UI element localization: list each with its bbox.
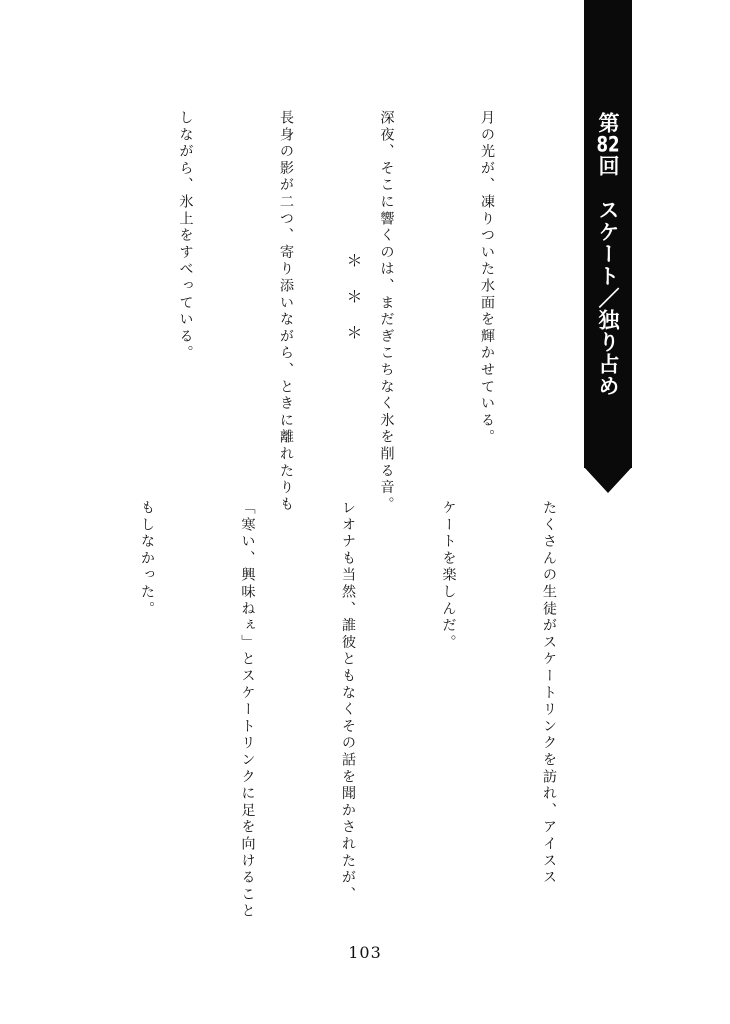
chapter-banner-arrow bbox=[584, 467, 632, 493]
chapter-title-text: 回 スケート／独り占め bbox=[596, 155, 620, 397]
lower-text-column bbox=[0, 500, 632, 960]
text-line bbox=[29, 500, 63, 960]
page-number: 103 bbox=[348, 943, 382, 962]
text-line: ケートを楽しんだ。 bbox=[440, 500, 457, 652]
text-line: 「寒い、興味ねぇ」とスケートリンクに足を向けること bbox=[239, 500, 256, 920]
section-break: ＊＊＊ bbox=[344, 252, 363, 360]
text-line: しながら、氷上をすべっている。 bbox=[177, 110, 194, 362]
text-line bbox=[68, 110, 102, 510]
chapter-title-prefix: 第 bbox=[596, 112, 620, 134]
text-line bbox=[0, 110, 1, 510]
chapter-title bbox=[584, 112, 632, 452]
upper-text-column bbox=[0, 110, 570, 514]
chapter-number: 82 bbox=[596, 134, 620, 155]
text-line: 深夜、そこに響くのは、まだぎこちなく氷を削る音。 bbox=[378, 110, 395, 514]
text-line: 長身の影が二つ、寄り添いながら、ときに離れたりも bbox=[278, 110, 294, 514]
text-line: たくさんの生徒がスケートリンクを訪れ、アイスス bbox=[541, 500, 557, 887]
text-line: 月の光が、凍りついた水面を輝かせている。 bbox=[479, 110, 495, 446]
text-line: もしなかった。 bbox=[139, 500, 155, 618]
text-line: レオナも当然、誰彼ともなくその話を聞かされたが、 bbox=[340, 500, 356, 904]
